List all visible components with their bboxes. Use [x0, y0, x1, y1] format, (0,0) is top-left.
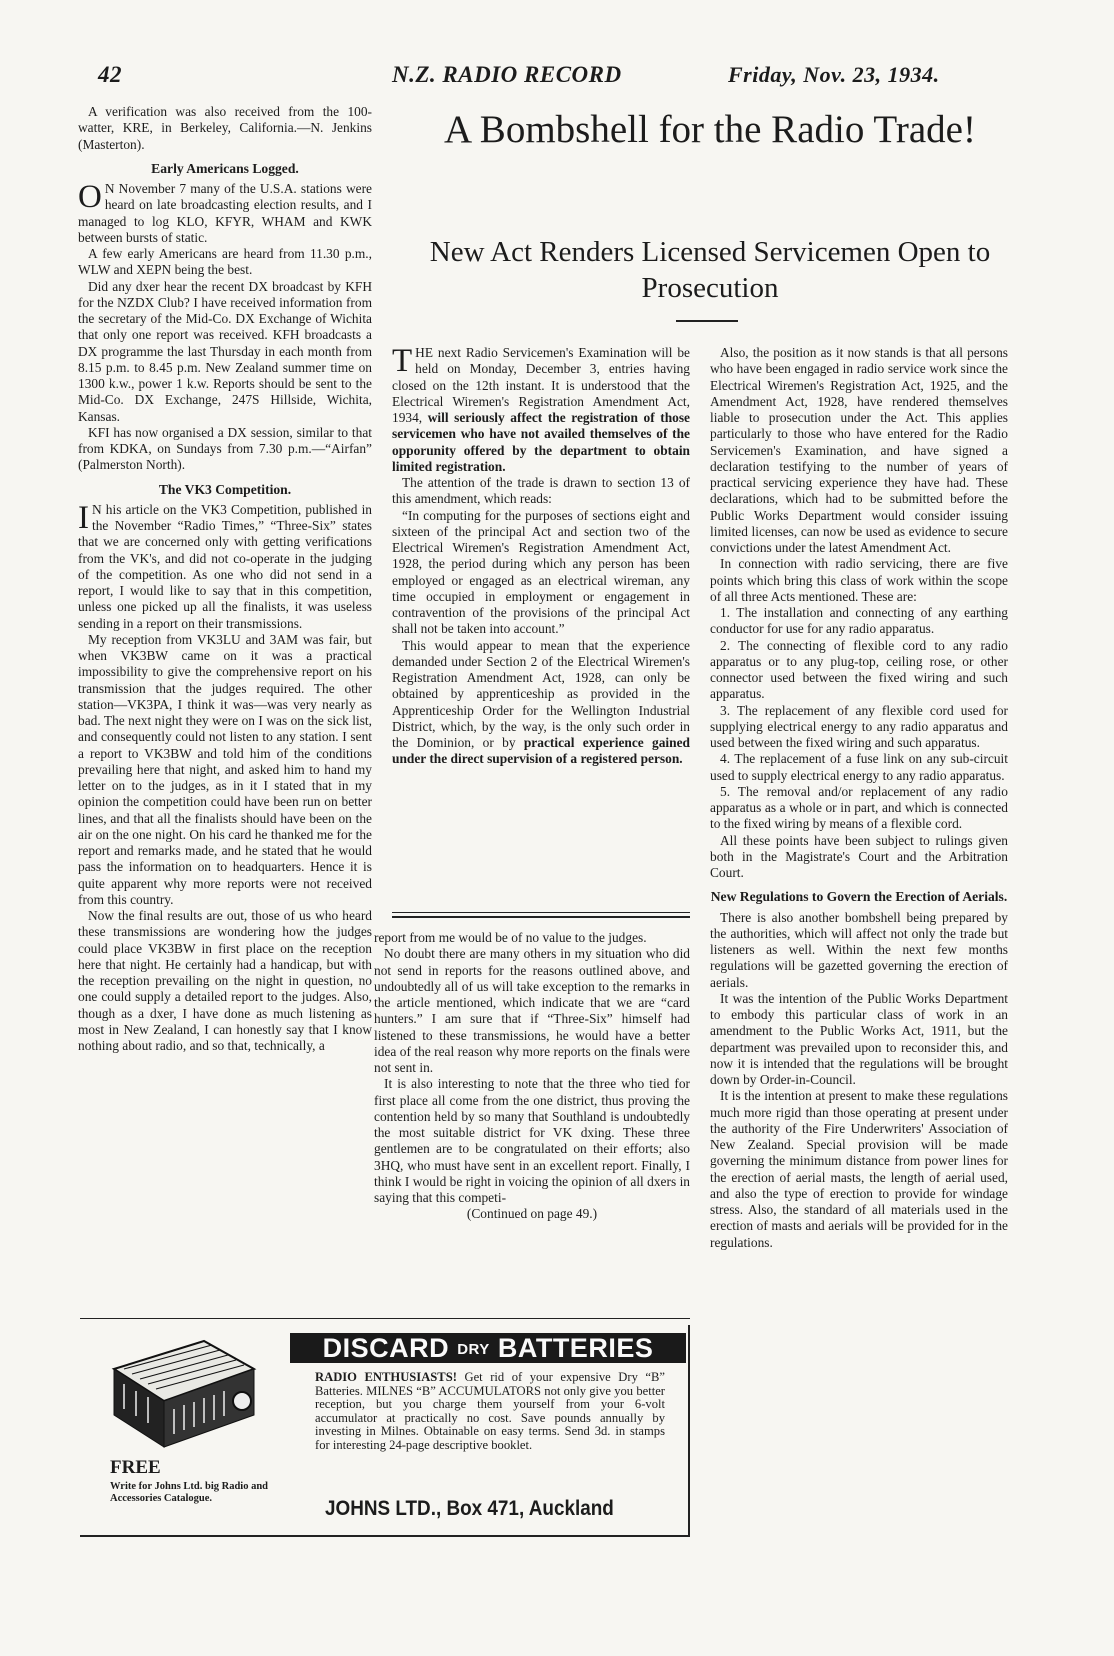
banner-discard: DISCARD — [322, 1333, 450, 1363]
paragraph — [78, 499, 372, 632]
paragraph — [78, 632, 372, 908]
text-run: KFI has now organised a DX session, similar to that from KDKA, on Sundays from 7.30 p.m.—“Airfan” (Palmerston North). — [78, 424, 372, 473]
paragraph — [374, 1076, 690, 1206]
text-run: It is the intention at present to make these regulations much more rigid than those operating at present under the authority of the Fire Underwriters' Association of New Zealand. Special provision will be made governing the minimum distance from power lines for the erection of aerial masts, the length of aerial used, and also the type of erection to provide for windage stress. Also, the standard of all materials used in the erection of masts and aerials will be provided for in the regulations. — [710, 1088, 1008, 1250]
drop-cap: I — [78, 499, 89, 536]
text-run: 5. The removal and/or replacement of any radio apparatus as a whole or in part, and which is connected to the fixed wiring by means of a flexible cord. — [710, 783, 1008, 832]
publication-title: N.Z. RADIO RECORD — [392, 62, 622, 87]
text-run: 3. The replacement of any flexible cord used for supplying electrical energy to any radio apparatus and used between the fixed wiring and such apparatus. — [710, 702, 1008, 750]
left-column — [78, 104, 372, 1054]
paragraph — [710, 991, 1008, 1089]
text-run: “In computing for the purposes of sections eight and sixteen of the principal Act and section two of the Electrical Wiremen's Registration Amendment Act, 1928, the period during which any person has been employed or engaged as an electrical wireman, any time occupied in employment or engagement in contravention of the provisions of the principal Act shall not be taken into account.” — [392, 507, 690, 637]
text-run: This would appear to mean that the experience demanded under Section 2 of the Electrical Wiremen's Registration Amendment Act, 1928, can only be obtained by apprenticeship as provided in the Apprenticeship Order for the Wellington Industrial District, which, by the way, is the only such order in the Dominion, or by — [392, 637, 690, 750]
advert-company: JOHNS LTD., Box 471, Auckland — [325, 1497, 614, 1520]
text-run: The attention of the trade is drawn to section 13 of this amendment, which reads: — [392, 475, 690, 507]
paragraph — [78, 104, 372, 153]
right-column — [710, 345, 1008, 1251]
text-run: 4. The replacement of a fuse link on any sub-circuit used to supply electrical energy to any radio apparatus. — [710, 751, 1008, 783]
column-divider-bottom — [392, 916, 690, 918]
text-run: 2. The connecting of flexible cord to any radio apparatus or to any plug-top, ceiling rose, or other connector used between the fixed wiring and such apparatus. — [710, 637, 1008, 702]
advert-body — [315, 1371, 665, 1453]
advert-lead: RADIO ENTHUSIASTS! — [315, 1370, 457, 1384]
banner-dry: DRY — [457, 1340, 490, 1358]
paragraph — [710, 605, 1008, 638]
text-run: It is also interesting to note that the three who tied for first place all come from the one district, thus proving the contention held by so many that Southland is undoubtedly the most suitable district for VK dxing. These three gentlemen are to be congratulated on their efforts; also 3HQ, who must have sent in an excellent report. Finally, I think I would be right in voicing the opinion of all dxers in saying that this competi- — [374, 1076, 690, 1205]
paragraph — [78, 425, 372, 474]
bold-text: practical experience gained under the direct supervision of a registered person. — [392, 735, 690, 767]
text-run: report from me would be of no value to the judges. — [374, 930, 647, 945]
drop-cap: T — [392, 343, 413, 379]
advertisement — [80, 1325, 690, 1537]
advert-text: Get rid of your expensive Dry “B” Batteries. MILNES “B” ACCUMULATORS not only give you better reception, but you charge them yourself from your 6-volt accumulator at practically no cost. Save pounds annually by investing in Milnes. Obtainable on easy terms. Send 3d. in stamps for interesting 24-page descriptive booklet. — [315, 1370, 665, 1452]
page-number: 42 — [98, 62, 122, 87]
paragraph — [710, 784, 1008, 833]
paragraph — [392, 508, 690, 638]
text-run: No doubt there are many others in my situation who did not send in reports for the reasons outlined above, and undoubtedly all of us will take exception to the remarks in the article mentioned, which indicate that we are “card hunters.” I am sure that if “Three-Six” himself had listened to these transmissions, he would have a better idea of the real reason why more reports on the finals were not sent in. — [374, 946, 690, 1075]
text-run: N November 7 many of the U.S.A. stations were heard on late broadcasting election results, and I managed to log KLO, KFYR, WHAM and KWK between bursts of static. — [78, 181, 372, 245]
middle-lower-column — [374, 930, 690, 1223]
paragraph — [710, 833, 1008, 882]
section-heading: New Regulations to Govern the Erection of Aerials. — [710, 889, 1008, 905]
paragraph — [78, 279, 372, 425]
battery-accumulator-illustration — [94, 1339, 259, 1449]
advert-banner — [290, 1333, 686, 1363]
text-run: A verification was also received from the 100-watter, KRE, in Berkeley, California.—N. Jenkins (Masterton). — [78, 104, 372, 152]
paragraph — [78, 246, 372, 279]
text-run: My reception from VK3LU and 3AM was fair, but when VK3BW came on it was a practical impossibility to give the comprehensive report on his transmission that the judges required. The other station—VK3PA, I think it was—was very nearly as bad. The next night they were on I was on the sick list, and consequently could not listen to any station. I sent a report to VK3BW and told him of the conditions prevailing here that night, and asked him to hand my letter on to the judges, as in it I stated that in my opinion the competition could have been run on better lines, and that all the finalists should have been on the air on the one night. On his card he thanked me for the report and remarks made, and he stated that he would pass the information on to headquarters. Hence it is quite apparent why more reports were not received from this country. — [78, 631, 372, 907]
text-run: 1. The installation and connecting of any earthing conductor for use for any radio apparatus. — [710, 605, 1008, 637]
section-heading: The VK3 Competition. — [158, 481, 292, 497]
paragraph — [710, 638, 1008, 703]
text-run: A few early Americans are heard from 11.30 p.m., WLW and XEPN being the best. — [78, 246, 372, 278]
text-run: In connection with radio servicing, there are five points which bring this class of work within the scope of all three Acts mentioned. These are: — [710, 556, 1008, 604]
text-run: Also, the position as it now stands is that all persons who have been engaged in radio service work since the Electrical Wiremen's Registration Act, 1925, and the Amendment Act, 1928, have rendered themselves liable to prosecution under the Act. This applies particularly to those who have entered for the Radio Servicemen's Examination, and have signed a declaration testifying to the number of years of practical servicing experience they have had. These declarations, which had to be submitted before the Public Works Department would consider issuing limited licenses, can now be used as evidence to secure convictions under the latest Amendment Act. — [710, 345, 1008, 555]
advert-top-rule — [80, 1318, 690, 1319]
headline-divider — [676, 320, 738, 322]
paragraph — [710, 703, 1008, 752]
paragraph — [392, 638, 690, 768]
banner-batteries: BATTERIES — [497, 1333, 654, 1363]
text-run: There is also another bombshell being prepared by the authorities, which will affect not only the trade but listeners as well. Within the next few months regulations will be gazetted governing the erection of aerials. — [710, 909, 1008, 990]
text-run: Now the final results are out, those of us who heard these transmissions are wondering how the judges could place VK3BW in first place on the reception here that night. He certainly had a handicap, but with the reception prevailing on the night in question, no one could supply a detailed report to the judges. Also, though as a dxer, I have done as much listening as most in New Zealand, I can honestly say that I know nothing about radio, and so that, technically, a — [78, 908, 372, 1053]
bold-text: will seriously affect the registration of those servicemen who have not availed themselves of the opporunity offered by the department to obtain limited registration. — [392, 410, 691, 474]
paragraph — [392, 345, 690, 475]
column-divider-top — [392, 912, 690, 913]
text-run: HE next Radio Servicemen's Examination will be held on Monday, December 3, entries having closed on the 12th instant. It is understood that the Electrical Wiremen's Registration Amendment Act, 1934, — [392, 345, 690, 425]
section-heading: Early Americans Logged. — [151, 160, 299, 176]
text-run: Did any dxer hear the recent DX broadcast by KFH for the NZDX Club? I have received information from the secretary of the Mid-Co. DX Exchange of Wichita that only one report was received. KFH broadcasts a DX programme the last Thursday in each month from 8.15 p.m. to 8.45 p.m. New Zealand summer time on 1300 k.w., power 1 k.w. Reports should be sent to the Mid-Co. DX Exchange, 247S Hillside, Wichita, Kansas. — [78, 278, 372, 424]
paragraph — [78, 908, 372, 1054]
middle-column — [392, 345, 690, 768]
text-run: N his article on the VK3 Competition, published in the November “Radio Times,” “Three-Six” states that we are concerned only with getting verifications from the VK's, and did not co-operate in the judging of the competition. As one who did not send in a report, I would like to say that in this competition, unless one picked up all the finalists, it was useless sending in a report on their transmissions. — [78, 501, 372, 631]
paragraph — [710, 751, 1008, 784]
issue-date: Friday, Nov. 23, 1934. — [728, 62, 940, 87]
paragraph — [374, 930, 690, 946]
paragraph — [710, 556, 1008, 605]
article-subheadline: New Act Renders Licensed Servicemen Open to Prosecution — [429, 236, 991, 304]
text-run: All these points have been subject to rulings given both in the Magistrate's Court and the Arbitration Court. — [710, 832, 1008, 880]
paragraph — [392, 475, 690, 508]
drop-cap: O — [78, 179, 102, 215]
paragraph — [374, 946, 690, 1076]
advert-catalogue-offer: Write for Johns Ltd. big Radio and Accessories Catalogue. — [110, 1481, 269, 1504]
continuation-note: (Continued on page 49.) — [466, 1206, 598, 1222]
advert-free: FREE — [110, 1457, 161, 1478]
paragraph — [710, 910, 1008, 991]
article-headline: A Bombshell for the Radio Trade! — [444, 108, 976, 151]
paragraph — [710, 345, 1008, 556]
paragraph — [78, 181, 372, 246]
paragraph — [710, 1088, 1008, 1251]
text-run: It was the intention of the Public Works Department to embody this particular class of work in an amendment to the Public Works Act, 1911, but the department was prevailed upon to reconsider this, and now it is intended that the regulations will be brought down by Order-in-Council. — [710, 990, 1008, 1087]
